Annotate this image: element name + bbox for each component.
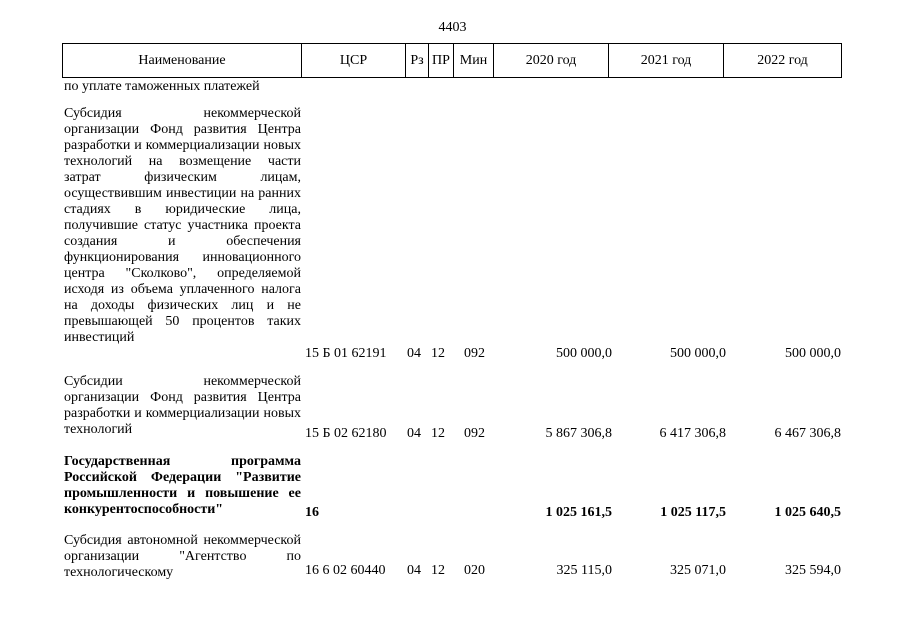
row-1-rz: 04	[407, 426, 421, 441]
row-3-min: 020	[464, 563, 485, 578]
row-0-2021: 500 000,0	[670, 346, 726, 361]
row-0-rz: 04	[407, 346, 421, 361]
header-min: Мин	[454, 44, 494, 78]
header-2020: 2020 год	[494, 44, 609, 78]
table-header	[62, 43, 842, 78]
header-csr: ЦСР	[302, 44, 406, 78]
row-1-2022: 6 467 306,8	[774, 426, 841, 441]
row-1-min: 092	[464, 426, 485, 441]
row-2-2020: 1 025 161,5	[545, 505, 612, 520]
row-3-csr: 16 6 02 60440	[305, 563, 386, 578]
row-2-name: Государственная программа Российской Федерации "Развитие промышленности и повышение ее конкурентоспособности"	[64, 454, 301, 517]
row-1-2020: 5 867 306,8	[545, 426, 612, 441]
row-3-2021: 325 071,0	[670, 563, 726, 578]
row-0-csr: 15 Б 01 62191	[305, 346, 387, 361]
row-3-rz: 04	[407, 563, 421, 578]
row-1-name: Субсидии некоммерческой организации Фонд развития Центра разработки и коммерциализации новых технологий	[64, 374, 301, 437]
row-0-min: 092	[464, 346, 485, 361]
row-2-2022: 1 025 640,5	[774, 505, 841, 520]
row-0-name: Субсидия некоммерческой организации Фонд развития Центра разработки и коммерциализации новых технологий на возмещение части затрат физическим лицам, осуществившим инвестиции на ранних стадиях в юридические лица, получившие статус участника проекта создания и обеспечения функционирования инновационного центра "Сколково", определяемой исходя из объема уплаченного налога на доходы физических лиц и не превышающей 50 процентов таких инвестиций	[64, 106, 301, 345]
page-number: 4403	[438, 20, 467, 35]
row-3-pr: 12	[431, 563, 445, 578]
row-1-pr: 12	[431, 426, 445, 441]
row-2-2021: 1 025 117,5	[660, 505, 726, 520]
row-0-2020: 500 000,0	[556, 346, 612, 361]
row-3-2020: 325 115,0	[556, 563, 612, 578]
row-2-csr: 16	[305, 505, 319, 520]
row-1-2021: 6 417 306,8	[659, 426, 726, 441]
row-0-pr: 12	[431, 346, 445, 361]
header-name: Наименование	[63, 44, 302, 78]
header-pr: ПР	[429, 44, 454, 78]
row-3-name: Субсидия автономной некоммерческой организации "Агентство по технологическому	[64, 533, 301, 580]
row-0-2022: 500 000,0	[785, 346, 841, 361]
carryover-text: по уплате таможенных платежей	[64, 79, 260, 94]
row-3-2022: 325 594,0	[785, 563, 841, 578]
row-1-csr: 15 Б 02 62180	[305, 426, 387, 441]
header-2022: 2022 год	[724, 44, 842, 78]
header-rz: Рз	[406, 44, 429, 78]
header-2021: 2021 год	[609, 44, 724, 78]
